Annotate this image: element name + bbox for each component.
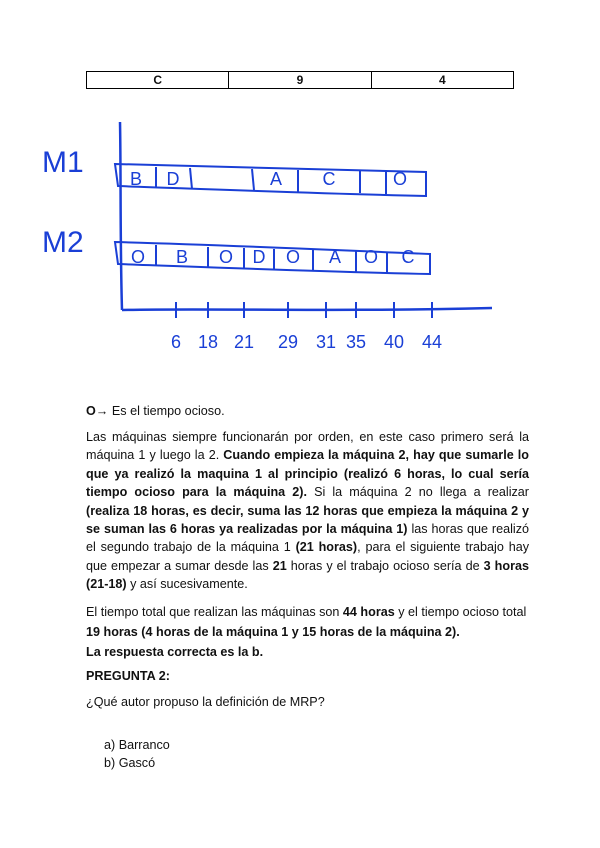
- table-cell: C: [87, 72, 229, 89]
- x-tick-label: 35: [345, 332, 367, 352]
- total-paragraph: [86, 602, 529, 662]
- explanation-paragraph: [86, 428, 529, 594]
- m2-job-label: C: [401, 247, 415, 267]
- x-tick-label: 18: [197, 332, 219, 352]
- table-row: [87, 72, 514, 89]
- idle-text: Es el tiempo ocioso.: [108, 404, 225, 418]
- x-tick-label: 21: [233, 332, 255, 352]
- arrow-icon: →: [95, 404, 109, 418]
- text-span: horas y el trabajo ocioso sería de: [286, 558, 484, 573]
- answer-line: La respuesta correcta es la b.: [86, 645, 264, 659]
- text-span-bold: 21: [272, 558, 287, 573]
- text-span: Las máquinas siempre funcionarán por orden, en este caso primero será la máquina 1 y luego la 2.: [86, 430, 529, 463]
- text-span: las horas que realizó el segundo trabajo de la máquina 1: [86, 522, 529, 555]
- question-title: PREGUNTA 2:: [86, 669, 170, 683]
- m1-job-label: O: [392, 169, 408, 189]
- text-span: , para el siguiente trabajo hay que empezar a sumar desde las: [86, 540, 529, 573]
- answer-table: [86, 71, 514, 89]
- text-span: y así sucesivamente.: [126, 577, 248, 592]
- x-tick-label: 44: [421, 332, 443, 352]
- m2-label: M2: [42, 226, 84, 259]
- text-span-bold: (21 horas): [295, 540, 358, 555]
- idle-symbol: O: [86, 404, 96, 418]
- question-text: ¿Qué autor propuso la definición de MRP?: [86, 695, 325, 709]
- y-axis: [120, 122, 122, 310]
- option-b: b) Gascó: [104, 756, 156, 770]
- m2-job-label: D: [252, 247, 266, 267]
- m2-job-label: O: [285, 247, 301, 267]
- m2-job-label: B: [175, 247, 189, 267]
- gantt-sketch: [30, 112, 510, 362]
- m1-job-label: A: [269, 169, 283, 189]
- idle-note: [86, 402, 529, 420]
- text-span-bold: 19 horas (4 horas de la máquina 1 y 15 horas de la máquina 2).: [86, 625, 460, 639]
- x-axis: [122, 308, 492, 310]
- x-tick-label: 6: [170, 332, 182, 352]
- x-tick-label: 31: [315, 332, 337, 352]
- m1-job-label: C: [322, 169, 336, 189]
- m2-job-label: A: [328, 247, 342, 267]
- m1-label: M1: [42, 146, 84, 179]
- table-cell: 9: [229, 72, 371, 89]
- text-span-bold: (realiza 18 horas, es decir, suma las 12 horas que empieza la máquina 2 y se suman las 6 horas ya realizadas por la máquina 1): [86, 503, 529, 537]
- m2-job-label: O: [363, 247, 379, 267]
- text-span: El tiempo total que realizan las máquinas son: [86, 605, 343, 619]
- m2-strip: [115, 242, 430, 274]
- table-cell: 4: [371, 72, 513, 89]
- text-span: y el tiempo ocioso total: [394, 605, 527, 619]
- option-a: a) Barranco: [104, 738, 170, 752]
- x-tick-label: 40: [383, 332, 405, 352]
- text-span-bold: 3 horas (21-18): [86, 558, 529, 592]
- m2-job-label: O: [218, 247, 234, 267]
- text-span-bold: 44 horas: [342, 605, 395, 619]
- m2-job-label: O: [130, 247, 146, 267]
- m1-job-label: B: [129, 169, 143, 189]
- m1-job-label: D: [166, 169, 180, 189]
- x-tick-label: 29: [277, 332, 299, 352]
- text-span: Si la máquina 2 no llega a realizar: [306, 485, 530, 500]
- text-span-bold: Cuando empieza la máquina 2, hay que sumarle lo que ya realizó la maquina 1 al principio (realizó 6 horas, lo cual sería tiempo ocioso para la máquina 2).: [86, 448, 529, 500]
